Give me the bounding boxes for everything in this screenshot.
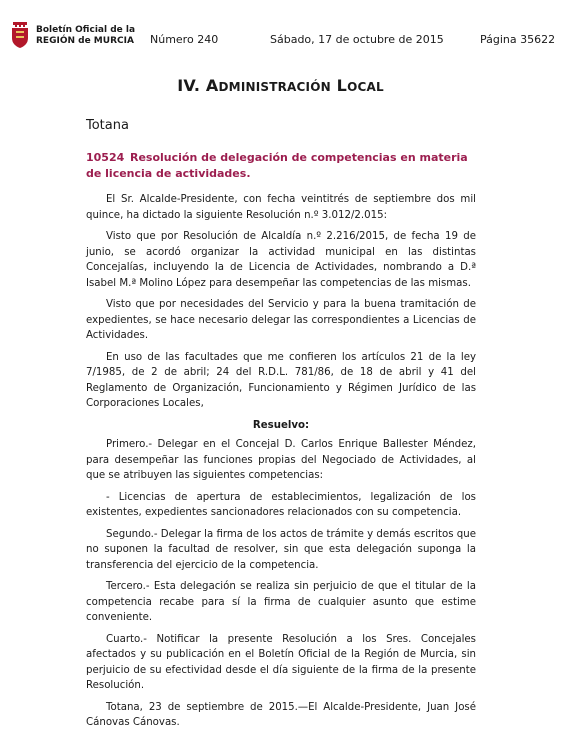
section-initial-1: A: [205, 76, 219, 95]
murcia-crest-icon: [10, 22, 30, 48]
paragraph: Visto que por Resolución de Alcaldía n.º 2.216/2015, de fecha 19 de junio, se acordó organizar la actividad municipal en las distintas Concejalías, incluyendo la de Licencia de Actividades, nombrando a D.ª Isabel M.ª Molino López para desempeñar las competencias de las mismas.: [86, 231, 476, 289]
entry-heading: [86, 150, 476, 182]
document-body: [86, 192, 476, 737]
page-number: Página 35622: [480, 33, 556, 46]
section-rest-2: OCAL: [347, 80, 384, 94]
issue-number: Número 240: [150, 33, 219, 46]
signature-paragraph: Totana, 23 de septiembre de 2015.—El Alcalde-Presidente, Juan José Cánovas Cánovas.: [86, 701, 476, 728]
entry-number: 10524: [86, 151, 125, 164]
locality-heading: Totana: [86, 118, 129, 133]
section-rest-1: DMINISTRACIÓN: [218, 80, 331, 94]
brand-line-2: REGIÓN de MURCIA: [36, 36, 134, 46]
page-header: [0, 0, 561, 64]
paragraph: Visto que por necesidades del Servicio y para la buena tramitación de expedientes, se hace necesario delegar las correspondientes a Licencias de Actividades.: [86, 299, 476, 341]
issue-date: Sábado, 17 de octubre de 2015: [270, 33, 444, 46]
resolution-heading: Resuelvo:: [252, 419, 310, 431]
paragraph: En uso de las facultades que me confieren los artículos 21 de la ley 7/1985, de 2 de abril; 24 del R.D.L. 781/86, de 18 de abril y 41 del Reglamento de Organización, Funcionamiento y Régimen Jurídico de las Corporaciones Locales,: [86, 351, 476, 409]
paragraph: Tercero.- Esta delegación se realiza sin perjuicio de que el titular de la competencia recabe para sí la firma de cualquier asunto que estime conveniente.: [86, 581, 476, 623]
section-roman: IV.: [177, 76, 201, 95]
brand-name: [36, 25, 135, 47]
paragraph: Segundo.- Delegar la firma de los actos de trámite y demás escritos que no suponen la facultad de resolver, sin que esta delegación suponga la transferencia del ejercicio de la competencia.: [86, 528, 477, 571]
section-title: [0, 76, 561, 95]
paragraph: El Sr. Alcalde-Presidente, con fecha veintitrés de septiembre dos mil quince, ha dictado la siguiente Resolución n.º 3.012/2.015:: [86, 194, 476, 221]
brand-line-1: Boletín Oficial de la: [36, 25, 136, 35]
paragraph: Cuarto.- Notificar la presente Resolución a los Sres. Concejales afectados y su publicación en el Boletín Oficial de la Región de Murcia, sin perjuicio de su efectividad desde el día siguiente de la firma de la presente Resolución.: [86, 633, 476, 691]
paragraph: - Licencias de apertura de establecimientos, legalización de los existentes, expedientes sancionadores relacionados con su competencia.: [86, 491, 476, 518]
section-initial-2: L: [336, 76, 348, 95]
paragraph: Primero.- Delegar en el Concejal D. Carlos Enrique Ballester Méndez, para desempeñar las funciones propias del Negociado de Actividades, al que se atribuyen las siguientes competencias:: [86, 439, 476, 481]
entry-title: Resolución de delegación de competencias en materia de licencia de actividades.: [86, 151, 468, 180]
